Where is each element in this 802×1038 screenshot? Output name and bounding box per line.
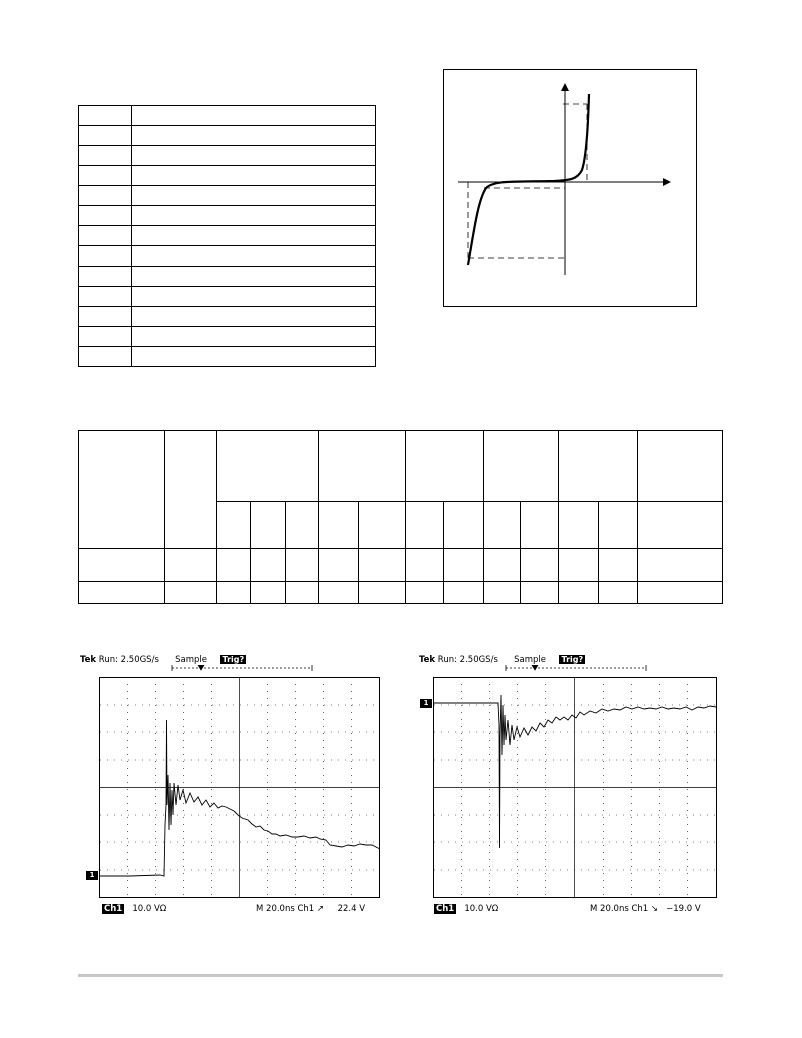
scope-screen (80, 665, 385, 917)
scope-screen (414, 665, 719, 917)
trigger-level: −19.0 V (666, 904, 701, 914)
channel-badge: Ch1 (104, 904, 123, 914)
volts-per-div: 10.0 VΩ (464, 904, 499, 914)
footer-divider (78, 974, 723, 977)
channel-1-marker: 1 (420, 699, 432, 708)
waveform-trace (100, 720, 380, 876)
timebase: M 20.0ns (256, 904, 295, 914)
trigger-channel: Ch1 (297, 904, 315, 914)
electrical-characteristics-table (78, 430, 723, 604)
scope-header (80, 655, 246, 665)
scope-run-label: Run: (437, 655, 457, 665)
timebase: M 20.0ns (590, 904, 629, 914)
table-row (79, 246, 376, 266)
parameter-table (78, 105, 376, 367)
scope-capture-rising (80, 655, 385, 920)
scope-sample-rate: 2.50GS/s (120, 655, 159, 665)
table-row (79, 346, 376, 366)
scope-brand: Tek (419, 655, 436, 665)
trigger-status-badge: Trig? (561, 655, 584, 664)
table-row (79, 286, 376, 306)
table-row (79, 106, 376, 126)
iv-curve (468, 94, 589, 265)
scope-footer (102, 904, 166, 914)
table-row (79, 206, 376, 226)
scope-mode: Sample (514, 655, 546, 665)
table-row (79, 226, 376, 246)
scope-footer (434, 904, 498, 914)
scope-header (419, 655, 585, 665)
table-row (79, 186, 376, 206)
trigger-level: 22.4 V (337, 904, 366, 914)
scope-brand: Tek (80, 655, 97, 665)
trigger-status-badge: Trig? (222, 655, 245, 664)
channel-badge: Ch1 (436, 904, 455, 914)
table-row (79, 166, 376, 186)
table-row (79, 146, 376, 166)
table-grid (78, 430, 723, 604)
trigger-slope-icon: ↘ (650, 904, 659, 914)
table-row (79, 326, 376, 346)
scope-footer-right (590, 904, 701, 914)
scope-mode: Sample (175, 655, 207, 665)
channel-1-marker: 1 (86, 871, 98, 880)
trigger-slope-icon: ↗ (316, 904, 325, 914)
table-row (79, 306, 376, 326)
scope-sample-rate: 2.50GS/s (459, 655, 498, 665)
table-row (79, 126, 376, 146)
scope-footer-right (256, 904, 365, 914)
vi-curve-graphic (444, 70, 696, 306)
scope-run-label: Run: (98, 655, 118, 665)
volts-per-div: 10.0 VΩ (132, 904, 167, 914)
waveform-trace (434, 695, 716, 848)
table-row (79, 266, 376, 286)
trigger-channel: Ch1 (631, 904, 649, 914)
scope-capture-falling (414, 655, 719, 920)
vi-characteristic-diagram (443, 69, 697, 307)
